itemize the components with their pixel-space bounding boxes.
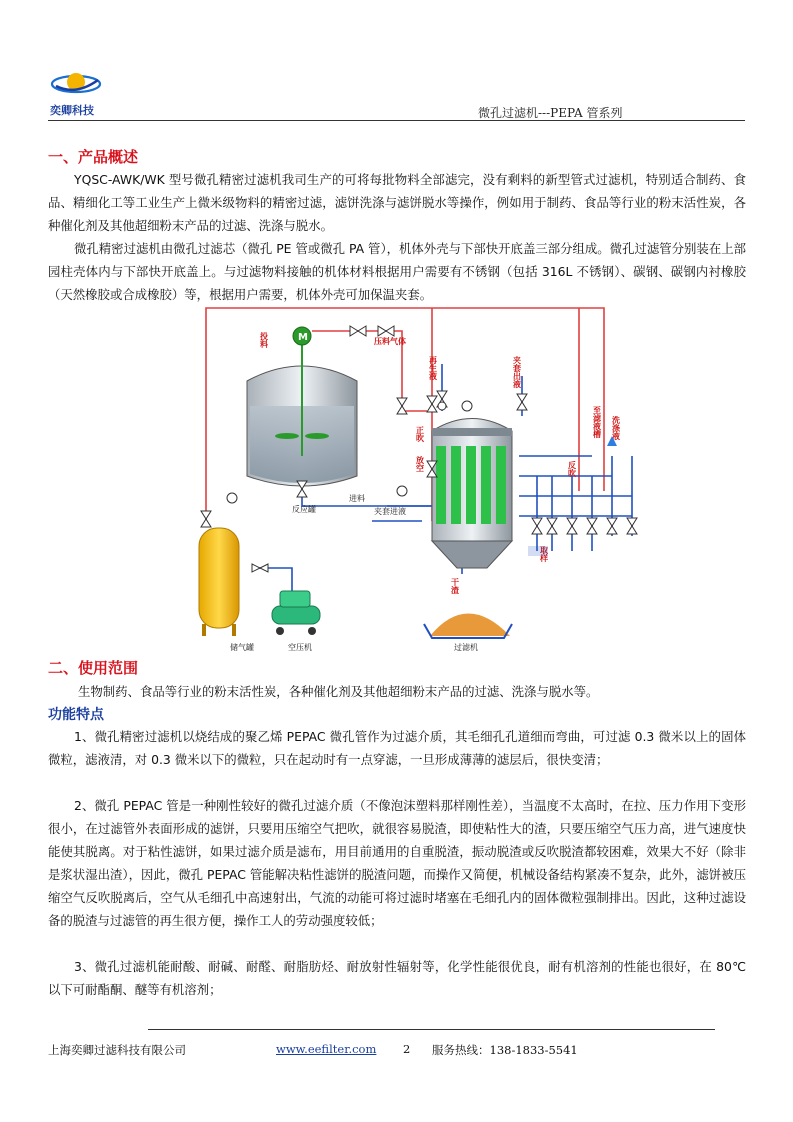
label-compressor: 空压机 — [288, 643, 312, 652]
footer-divider — [148, 1029, 715, 1030]
application-text: 生物制药、食品等行业的粉末活性炭，各种催化剂及其他超细粉末产品的过滤、洗涤与脱水等。 — [78, 684, 599, 699]
motor-label: M — [298, 332, 308, 343]
label-air-tank: 储气罐 — [230, 643, 254, 652]
label-vent: 放空 — [415, 456, 425, 472]
label-compressed-air: 压料气体 — [374, 337, 406, 346]
footer-page-number: 2 — [403, 1042, 411, 1056]
air-compressor — [272, 591, 320, 635]
feature-item-1: 1、微孔精密过滤机以烧结成的聚乙烯 PEPAC 微孔管作为过滤介质，其毛细孔孔道细而弯曲，可过滤 0.3 微米以上的固体微粒，滤液清，对 0.3 微米以下的微粒，只在起动时有一点穿滤，一旦形成薄薄的滤层后，很快变清； — [48, 729, 746, 767]
company-logo — [50, 66, 102, 102]
label-reaction-tank: 反应罐 — [292, 505, 316, 514]
label-inlet: 进料 — [349, 494, 365, 503]
overview-text — [48, 168, 746, 306]
label-dry-cake: 干渣 — [450, 578, 460, 594]
label-back-blow: 反吹 — [567, 461, 577, 477]
label-to-filtrate-tank: 至滤液槽 — [592, 406, 602, 438]
features-text — [48, 725, 746, 1001]
footer-company: 上海奕卿过滤科技有限公司 — [48, 1043, 186, 1057]
section-title-overview: 一、产品概述 — [48, 148, 139, 166]
company-logo-text: 奕卿科技 — [50, 104, 94, 117]
label-regen-liquid: 再生液 — [428, 356, 438, 380]
label-jacket-outlet: 夹套出液 — [512, 356, 522, 388]
feature-item-2: 2、微孔 PEPAC 管是一种刚性较好的微孔过滤介质（不像泡沫塑料那样刚性差），当温度不太高时，在拉、压力作用下变形很小，在过滤管外表面形成的滤饼，只要用压缩空气把吹，就很容易脱渣，即使粘性大的渣，只要压缩空气压力高，进气速度快能使其脱离。对于粘性滤饼，如果过滤介质是滤布，用目前通用的自重脱渣，振动脱渣或反吹脱渣都较困难，效果大不好（除非是浆状湿出渣），因此，微孔 PEPAC 管能解决粘性滤饼的脱渣问题，而操作又简便，机械设备结构紧凑不复杂，此外，滤饼被压缩空气反吹脱离后，空气从毛细孔中高速射出，气流的动能可将过滤时堵塞在毛细孔内的固体微粒强制排出。因此，这种过滤设备的脱渣与过滤管的再生很方便，操作工人的劳动强度较低； — [48, 798, 746, 928]
label-wash-liquid: 洗涤液 — [611, 416, 621, 440]
footer-hotline: 服务热线：138-1833-5541 — [432, 1043, 578, 1057]
label-jacket-inlet: 夹套进液 — [374, 507, 406, 516]
label-feed: 投料 — [259, 332, 269, 348]
label-sampling: 取样 — [539, 546, 549, 562]
footer-website-link[interactable]: www.eefilter.com — [276, 1042, 377, 1056]
section-title-application: 二、使用范围 — [48, 659, 139, 677]
feature-item-3: 3、微孔过滤机能耐酸、耐碱、耐醛、耐脂肪烃、耐放射性辐射等，化学性能很优良，耐有机溶剂的性能也很好，在 80℃以下可耐酯酮、醚等有机溶剂； — [48, 959, 746, 997]
dry-cake-pile — [430, 614, 510, 637]
features-title: 功能特点 — [48, 707, 104, 723]
logo-globe-icon — [50, 66, 102, 102]
overview-paragraph-1: YQSC-AWK/WK 型号微孔精密过滤机我司生产的可将每批物料全部滤完，没有剩料的新型管式过滤机，特别适合制药、食品、精细化工等工业生产上微米级物料的精密过滤，滤饼洗涤与滤饼脱水等操作，例如用于制药、食品等行业的粉末活性炭，各种催化剂及其他超细粉末产品的过滤、洗涤与脱水。 — [48, 172, 746, 233]
process-diagram — [192, 306, 642, 652]
overview-paragraph-2: 微孔精密过滤机由微孔过滤芯（微孔 PE 管或微孔 PA 管），机体外壳与下部快开底盖三部分组成。微孔过滤管分别装在上部园柱壳体内与下部快开底盖上。与过滤物料接触的机体材料根据用户需要有不锈钢（包括 316L 不锈钢）、碳钢、碳钢内衬橡胶（天然橡胶或合成橡胶）等，根据用户需要，机体外壳可加保温夹套。 — [48, 241, 746, 302]
label-filter-machine: 过滤机 — [454, 643, 478, 652]
filter-machine — [432, 401, 512, 568]
doc-series-title: 微孔过滤机---PEPA 管系列 — [478, 106, 623, 120]
label-forward-blow: 正吹 — [415, 426, 425, 442]
header-divider — [48, 120, 745, 121]
